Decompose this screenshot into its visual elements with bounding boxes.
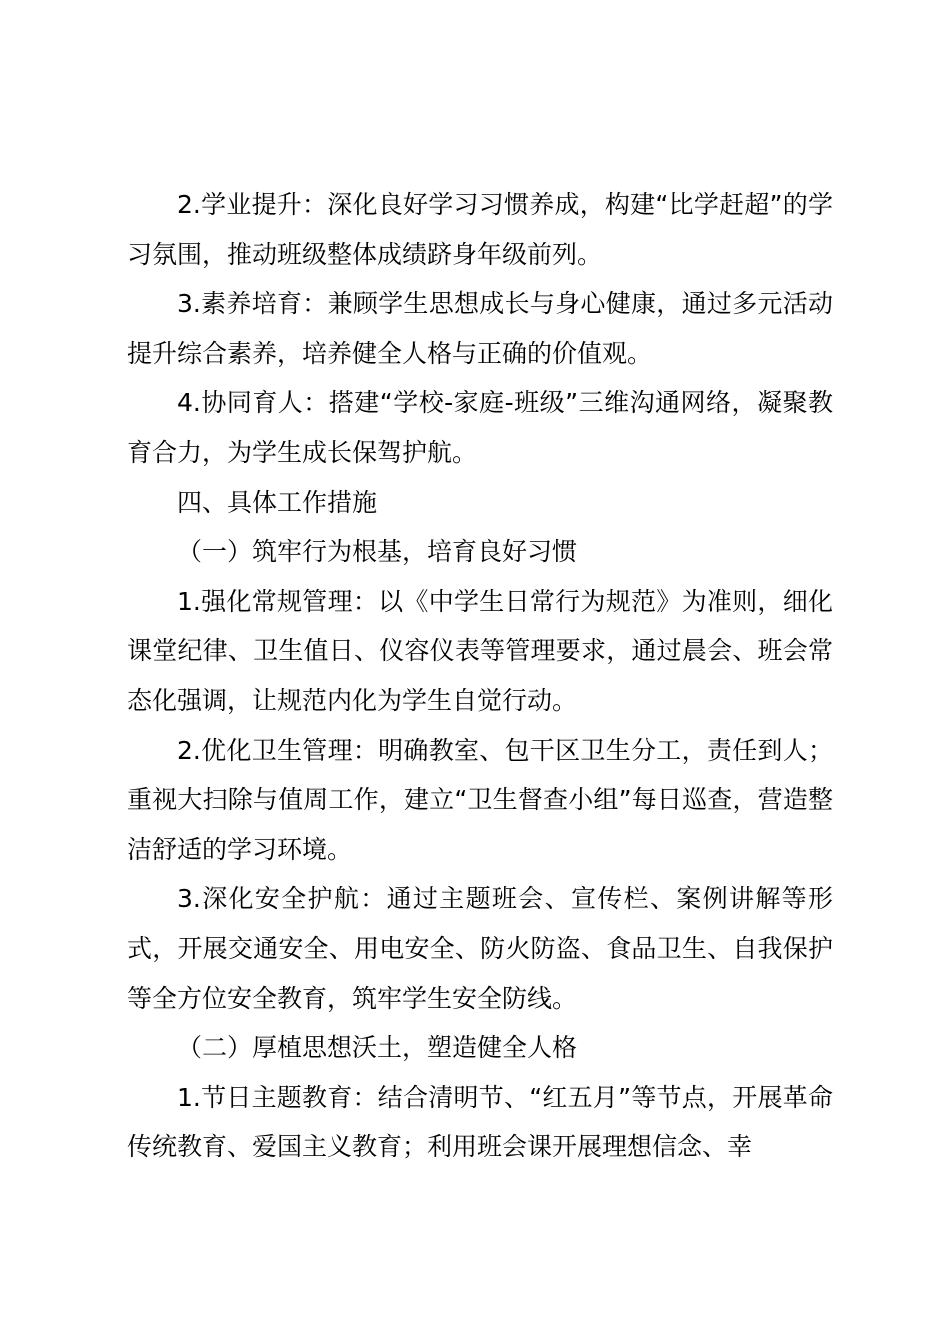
section-heading-measures: 四、具体工作措施: [177, 487, 378, 517]
goal-item-academic: 2.学业提升：深化良好学习习惯养成，构建“比学赶超”的学习氛围，推动班级整体成绩跻身年级前列。: [127, 190, 833, 269]
goal-item-literacy: 3.素养培育：兼顾学生思想成长与身心健康，通过多元活动提升综合素养，培养健全人格与正确的价值观。: [127, 289, 833, 368]
measure-item-festival: 1.节日主题教育：结合清明节、“红五月”等节点，开展革命传统教育、爱国主义教育；利用班会课开展理想信念、幸: [127, 1082, 833, 1162]
measure-item-routine: 1.强化常规管理：以《中学生日常行为规范》为准则，细化课堂纪律、卫生值日、仪容仪表等管理要求，通过晨会、班会常态化强调，让规范内化为学生自觉行动。: [127, 586, 833, 715]
document-body: [127, 180, 833, 1172]
goal-item-collaboration: 4.协同育人：搭建“学校-家庭-班级”三维沟通网络，凝聚教育合力，为学生成长保驾护航。: [127, 388, 833, 467]
measure-item-safety: 3.深化安全护航：通过主题班会、宣传栏、案例讲解等形式，开展交通安全、用电安全、防火防盗、食品卫生、自我保护等全方位安全教育，筑牢学生安全防线。: [127, 884, 833, 1013]
subsection-heading-behavior: （一）筑牢行为根基，培育良好习惯: [177, 537, 578, 567]
subsection-heading-ideology: （二）厚植思想沃土，塑造健全人格: [177, 1033, 578, 1063]
measure-item-hygiene: 2.优化卫生管理：明确教室、包干区卫生分工，责任到人；重视大扫除与值周工作，建立“卫生督查小组”每日巡查，营造整洁舒适的学习环境。: [127, 735, 833, 864]
